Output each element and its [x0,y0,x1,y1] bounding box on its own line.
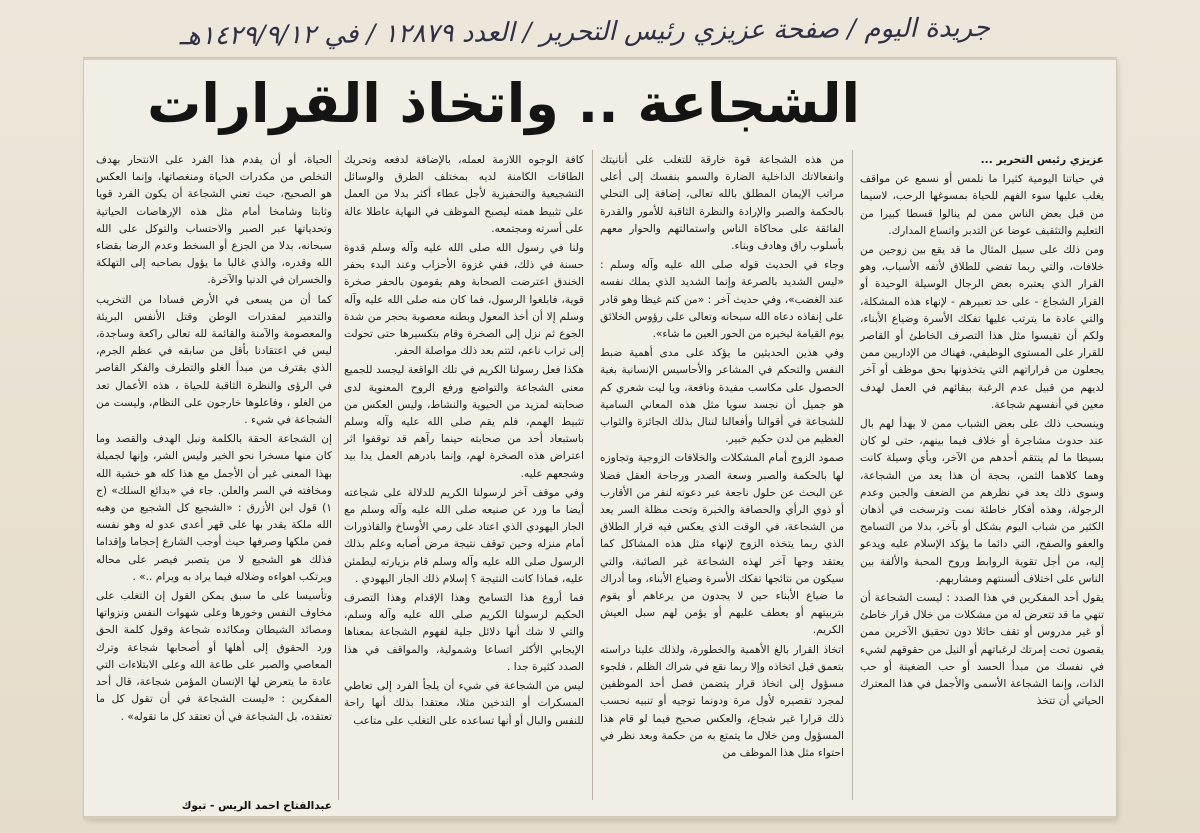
paragraph: إن الشجاعة الحقة بالكلمة ونبل الهدف والقصد وما كان منها مسخرا نحو الخير وليس الشر، وإنها لجميلة بهذا المعنى غير أن الأجمل مع هذا كله هو خشية الله ومخافته في السر والعلن. جاء في «بدائع السلك» (ج ١) قول ابن الأزرق : «الشجيع كل الشجيع من وهبه الله ملكة يقدر بها على قهر أعدى عدو له وهو نفسه فمن ملكها وصرفها حيث أوجب الشارع إحجاما وإقداما فذلك هو الشجيع لا من يتصبر فيصر على محاله ويرتكب اهواءه وضلاله فيما يراد به ويرام ..» . [96,433,332,583]
paragraph: اتخاذ القرار بالغ الأهمية والخطورة، ولذلك علينا دراسته بتعمق قبل اتخاذه وإلا ربما نقع في شراك الظلم ، فلجوء مسؤول إلى اتخاذ قرار يتضمن فصل أحد الموظفين لمجرد تقصيره لأول مرة ودونما توجيه أو تنبيه نحسب ذلك قرارا غير شجاع، والعكس صحيح فيما لو قام هذا المسؤول ومن خلال ما يتمتع به من حكمة وبعد نظر في احتواء مثل هذا الموظف من [600,643,844,759]
paragraph: وينسحب ذلك على بعض الشباب ممن لا يهدأ لهم بال عند حدوث مشاجرة أو خلاف فيما بينهم، حتى لو كان بسيطا ما لم ينتقم أحدهم من الآخر، وبأي وسيلة كانت وهما كلاهما الثمن، بحجة أن هذا يعد من الشجاعة، وسوى ذلك يعد في نظرهم من الضعف والجبن وعدم الرجولة، وهذه أفكار خاطئة نمت وترسخت في أذهان الكثير من شباب اليوم بشكل أو بآخر، بدلا من التسامح والعفو والصفح، التي دائما ما يؤكد الإسلام عليه ويدعو إليه، من أجل تقوية الروابط وروح المحبة والألفة بين الناس على اختلاف ألسنتهم ومشاربهم. [860,418,1104,585]
column-divider [592,150,593,800]
paragraph: وجاء في الحديث قوله صلى الله عليه وآله وسلم : «ليس الشديد بالصرعة وإنما الشديد الذي يملك نفسه عند الغضب»، وفي حديث آخر : «من كتم غيظا وهو قادر على إنفاذه دعاه الله سبحانه وتعالى على رؤوس الخلائق يوم القيامة ليخيره من الحور العين ما شاء». [600,259,844,341]
paragraph: وفي موقف آخر لرسولنا الكريم للدلالة على شجاعته أيضا ما ورد عن صنيعه صلى الله عليه وآله وسلم مع الجار اليهودي الذي اعتاد على رمي الأوساخ والقاذورات أمام منزله وحين توقف نتيجة مرض أصابه وعلم بذلك الرسول صلى الله عليه وآله وسلم قام بزيارته ليطمئن عليه، فماذا كانت النتيجة ؟ إسلام ذلك الجار اليهودي . [344,486,584,585]
paragraph: كما أن من يسعى في الأرض فسادا من التخريب والتدمير لمقدرات الوطن وقتل الأنفس البريئة والمعصومة والآمنة والقائمة لله تعالى راكعة وساجدة، ليس في اعتقادنا بأقل من سابقه في عظم الجرم، الذي يقترف من مبدأ الغلو والتطرف والفكر القاصر في الرؤى والنظرة الثاقبة للحياة ، هذه الأعمال تعد من الغلو ، وفاعلوها خارجون على النظام، وليست من الشجاعة في شيء . [96,293,332,427]
article-column-2 [600,152,844,798]
paragraph: صمود الزوج أمام المشكلات والخلافات الزوجية وتجاوزه لها بالحكمة والصبر وسعة الصدر ورجاحة العقل فضلا عن البحث عن حلول ناجعة عبر دعوته لنفر من الأقارب أو ذوي الرأي والحصافة والخبرة وتحت مظلة السر يعد من الشجاعة، في الوقت الذي يعكس فيه قرار الطلاق الذي ربما يتخذه الزوج لإنهاء مثل هذه المشاكل كما يعتقد وجها آخر لهذه الشجاعة غير الصائبة، والتي سيكون من نتائجها تفكك الأسرة وضياع الأبناء، وما أدراك ما ضياع الأبناء حين لا يجدون من يرعاهم أو يقوم بتربيتهم أو يعطف عليهم أو يؤمن لهم سبل العيش الكريم. [600,452,844,637]
article-column-1 [860,152,1104,798]
author-signature: عبدالفتاح احمد الريس - تبوك [181,800,332,812]
article-headline: الشجاعة .. واتخاذ القرارات [147,72,860,135]
paragraph: فما أروع هذا التسامح وهذا الإقدام وهذا التصرف الحكيم لرسولنا الكريم صلى الله عليه وآله وسلم، والتي لا شك أنها دلائل جلية لفهوم الشجاعة بمعناها الإيجابي الأكثر اتساعا وشمولية، والمواقف في هذا الصدد كثيرة جدا . [344,592,584,673]
paragraph: ليس من الشجاعة في شيء أن يلجأ الفرد إلى تعاطي المسكرات أو التدخين مثلا، معتقدا بذلك أنها راحة للنفس والبال أو أنها تساعده على التغلب على متاعب [344,680,584,727]
paragraph: وتأسيسا على ما سبق يمكن القول إن التغلب على مخاوف النفس وخورها وعلى شهوات النفس ونزواتها ومصائد الشيطان ومكائده شجاعة وقول كلمة الحق ورد الحقوق إلى أهلها أو أصحابها شجاعة وترك المعاصي والصبر على طاعة الله وعلى الابتلاءات التي عادة ما يتعرض لها الإنسان المؤمن شجاعة، قال أحد المفكرين : «ليست الشجاعة في أن تقول كل ما تعتقده، بل الشجاعة في أن تعتقد كل ما تقوله» . [96,590,332,723]
article-column-4 [96,152,332,792]
clipping-edge [84,58,1116,60]
clipping-bottom-edge [84,816,1116,819]
column-divider [852,150,853,800]
article-column-3 [344,152,584,798]
paragraph: هكذا فعل رسولنا الكريم في تلك الواقعة ليجسد للجميع معنى الشجاعة والتواضع ورفع الروح المعنوية لدى صحابته لمزيد من الحيوية والنشاط، وليس العكس من تثبيط الهمم، فلم يقم صلى الله عليه وآله وسلم باستبعاد أحد من صحابته حينما رآهم قد توقفوا اثر اعتراض هذه الصخرة لهم، وإنما بادرهم العمل يدا بيد وشجعهم عليه. [344,364,584,480]
paragraph: في حياتنا اليومية كثيرا ما نلمس أو نسمع عن مواقف يغلب عليها سوء الفهم للحياة بمسوغها الرحب، لاسيما من قبل بعض الناس ممن لم ينالوا قسطا كبيرا من التعليم والتثقيف عوضا عن التدبر واتساع المدارك. [860,173,1104,237]
paragraph: يقول أحد المفكرين في هذا الصدد : ليست الشجاعة أن تنهي ما قد تتعرض له من مشكلات من خلال قرار خاطئ أو غير مدروس أو تقف حائلا دون تحقيق الآخرين ممن يقصون تحت إمرتك لرغباتهم أو النيل من حقوقهم لشيء في نفسك من مبدأ الحسد أو حب الضغينة أو حب الذات، وإنما الشجاعة الأسمى والأجمل في هذا المعترك الحياتي أن تتخذ [860,592,1104,708]
column-divider [338,150,339,800]
paragraph: الحياة، أو أن يقدم هذا الفرد على الانتحار بهدف التخلص من مكدرات الحياة ومنغصاتها، وإنما العكس هو الصحيح، حيث تعني الشجاعة أن يكون الفرد قويا وثابتا وشامخا أمام مثل هذه الإرهاصات الحياتية وتحدياتها عبر الصبر والاحتساب والتوكل على الله سبحانه، بدلا من الجزع أو السخط وعدم الرضا بقضاء الله وقدره، والذي غالبا ما يؤول بصاحبه إلى التهلكة والخسران في الدنيا والآخرة. [96,154,332,287]
paragraph: من هذه الشجاعة قوة خارقة للتغلب على أنانيتك وانفعالاتك الداخلية الضارة والسمو بنفسك إلى أعلى مراتب الإيمان المطلق بالله تعالى، إضافة إلى التحلي بالحكمة والصبر والإرادة والنظرة الثاقبة للأمور والقدرة الفائقة على محاكاة الناس واستمالتهم والحوار معهم بأسلوب راق وهادف وبناء. [600,154,844,253]
paragraph: عزيزي رئيس التحرير ... [980,154,1104,166]
paragraph: ولنا في رسول الله صلى الله عليه وآله وسلم قدوة حسنة في ذلك، ففي غزوة الأحزاب وعند البدء بحفر الخندق اعترضت الصحابة وهم يقومون بالحفر صخرة قوية، فابلغوا الرسول، فما كان منه صلى الله عليه وآله وسلم إلا أن أخذ المعول وبطنه معصوبة بحجر من شدة الجوع ثم نزل إلى الصخرة وقام بتكسيرها حتى تحولت إلى تراب ناعم، لتتم بعد ذلك مواصلة الحفر. [344,242,584,358]
paragraph: وفي هذين الحديثين ما يؤكد على مدى أهمية ضبط النفس والتحكم في المشاعر والأحاسيس الإنسانية بغية الحصول على مكاسب مفيدة ونافعة، ويا ليت شعري كم هو جميل أن نجسد سويا مثل هذه المعاني السامية للشجاعة في أقوالنا وأفعالنا لننال بذلك الجائزة والثواب العظيم من لدن حكيم خبير. [600,347,844,446]
paragraph: ومن ذلك على سبيل المثال ما قد يقع بين زوجين من خلافات، والتي ربما تفضي للطلاق لأتفه الأسباب، وهو القرار الذي يعتبره بعض الرجال الوسيلة الوحيدة أو القرار الشجاع - على حد تعبيرهم - لإنهاء هذه المشكلة، والتي عادة ما يترتب عليها تفكك الأسرة وضياع الأبناء، ولكم أن تقيسوا مثل هذا التصرف الخاطئ أو القاصر للقرار على المستوى الوظيفي، فهناك من الإداريين ممن يجعلون من قراراتهم التي يتخذونها بحق موظف أو آخر لديهم من قبيل عدم الرغبة ببقائهم في العمل لهدف معين في أنفسهم شجاعة. [860,244,1104,411]
handwritten-annotation: جريدة اليوم / صفحة عزيزي رئيس التحرير / العدد ١٢٨٧٩ / في ١٤٢٩/٩/١٢هـ [179,12,991,52]
paragraph: كافة الوجوه اللازمة لعمله، بالإضافة لدفعه وتحريك الطاقات الكامنة لديه بمختلف الطرق والوسائل التشجيعية والتحفيزية لأجل عطاء أكثر بدلا من العمل على تثبيط همته ليصبح الموظف في النهاية عاطلا عالة على أسرته ومجتمعه. [344,154,584,235]
